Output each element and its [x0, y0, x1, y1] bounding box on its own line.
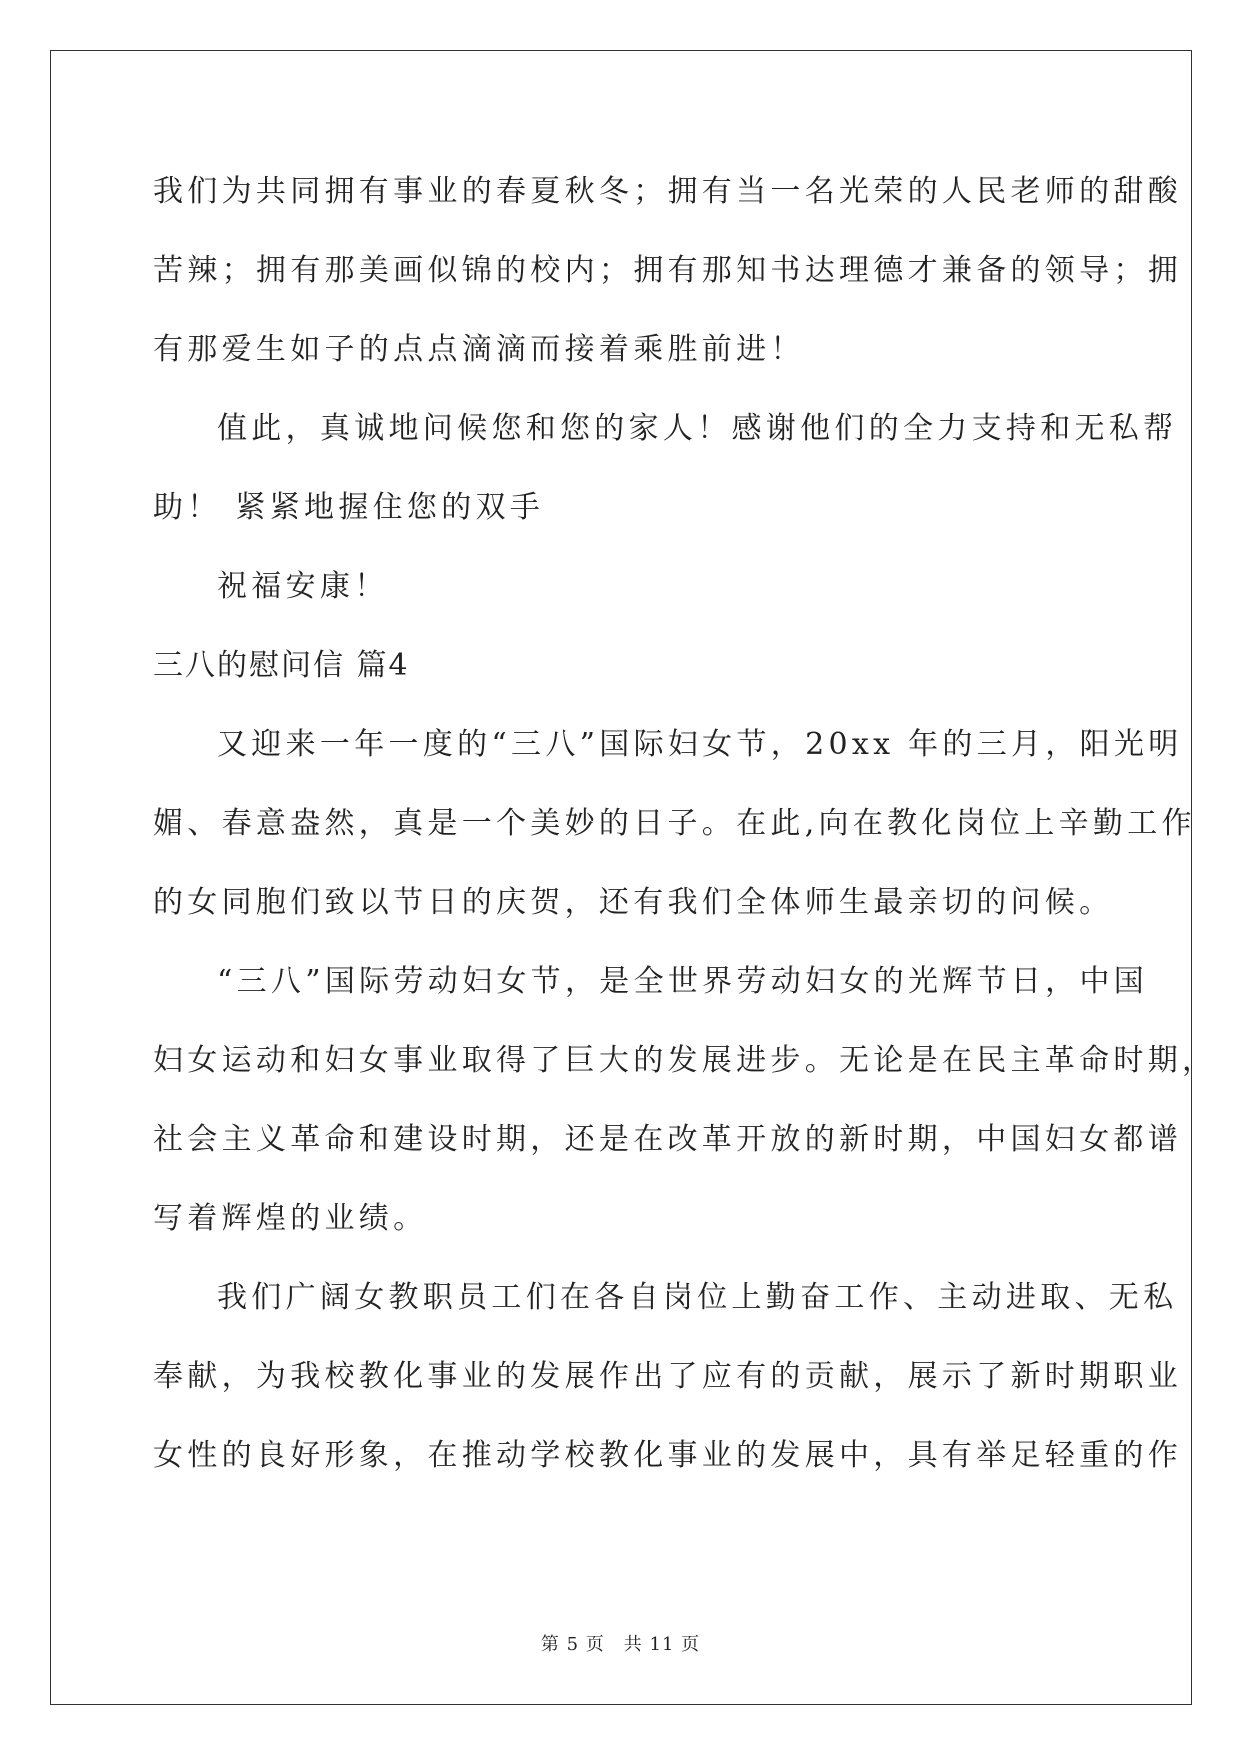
text-line: 妇女运动和妇女事业取得了巨大的发展进步。无论是在民主革命时期， — [153, 1043, 1217, 1078]
text-line: 我们广阔女教职员工们在各自岗位上勤奋工作、主动进取、无私 — [217, 1280, 1178, 1315]
text-line: 写着辉煌的业绩。 — [153, 1201, 428, 1236]
page-number: 第 5 页 共 11 页 — [540, 1634, 701, 1655]
text-line: 的女同胞们致以节日的庆贺，还有我们全体师生最亲切的问候。 — [153, 885, 1114, 920]
text-line: 有那爱生如子的点点滴滴而接着乘胜前进！ — [153, 332, 805, 367]
text-line: 又迎来一年一度的“三八”国际妇女节，20xx 年的三月，阳光明 — [217, 727, 1183, 762]
section-heading: 三八的慰问信 篇4 — [153, 648, 410, 683]
text-line: 值此，真诚地问候您和您的家人！感谢他们的全力支持和无私帮 — [217, 411, 1178, 446]
text-line: 祝福安康！ — [217, 569, 389, 604]
text-line: 苦辣；拥有那美画似锦的校内；拥有那知书达理德才兼备的领导；拥 — [153, 253, 1182, 288]
text-line: 助！ 紧紧地握住您的双手 — [153, 490, 545, 525]
text-line: 我们为共同拥有事业的春夏秋冬；拥有当一名光荣的人民老师的甜酸 — [153, 174, 1182, 209]
text-line: 女性的良好形象，在推动学校教化事业的发展中，具有举足轻重的作 — [153, 1438, 1182, 1473]
text-line: 奉献，为我校教化事业的发展作出了应有的贡献，展示了新时期职业 — [153, 1359, 1182, 1394]
text-line: “三八”国际劳动妇女节，是全世界劳动妇女的光辉节日，中国 — [217, 964, 1149, 999]
text-line: 社会主义革命和建设时期，还是在改革开放的新时期，中国妇女都谱 — [153, 1122, 1182, 1157]
text-line: 媚、春意盎然，真是一个美妙的日子。在此,向在教化岗位上辛勤工作 — [153, 806, 1196, 841]
document-body — [153, 160, 1217, 1503]
